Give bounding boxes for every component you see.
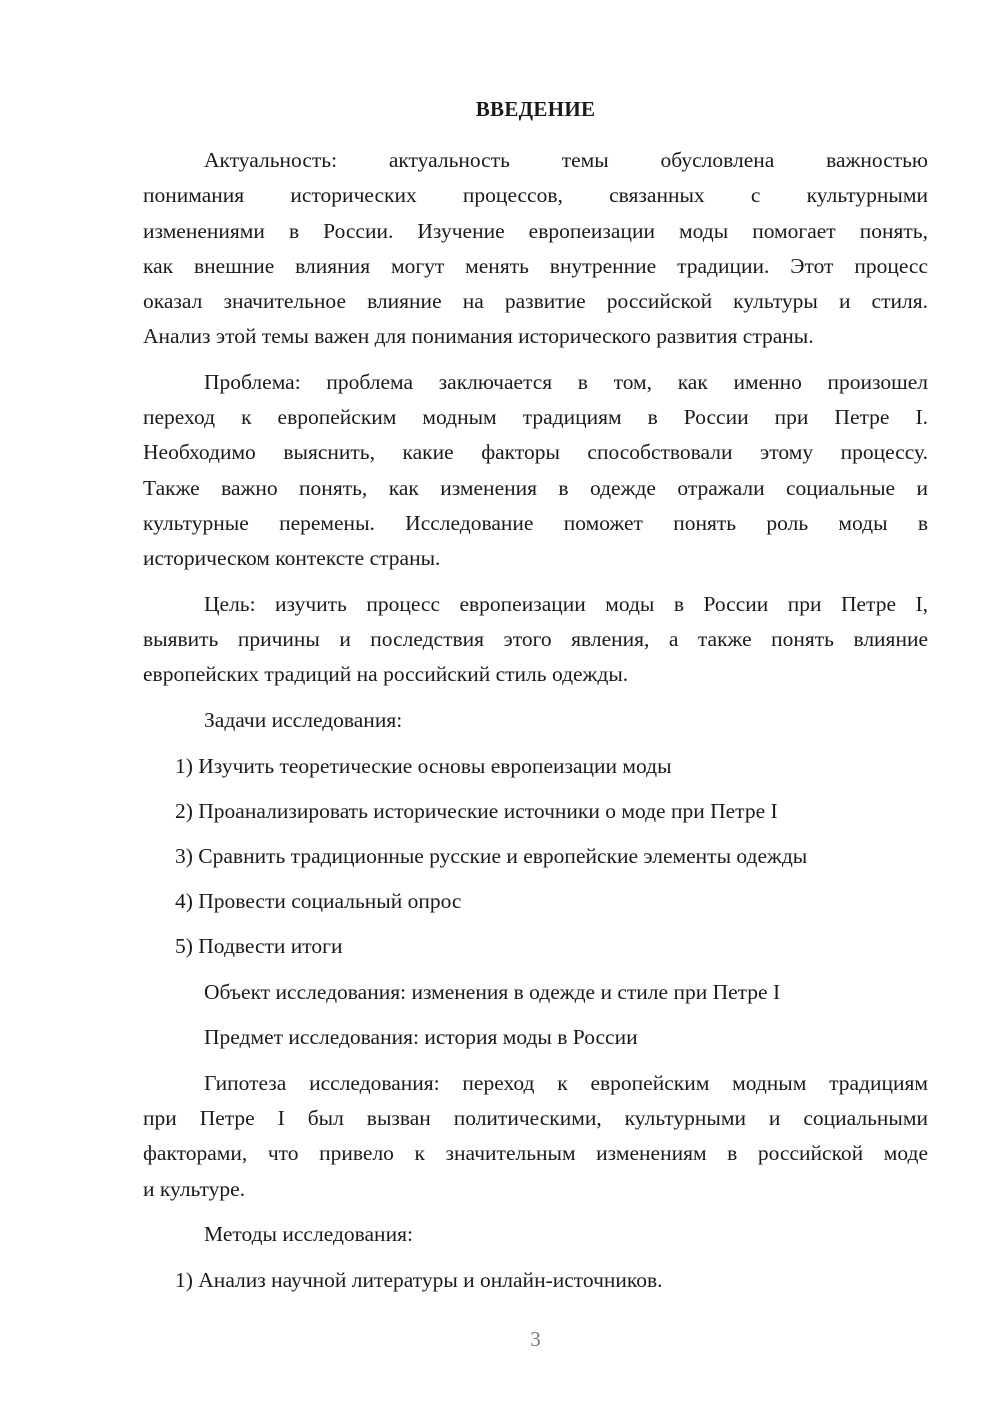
relevance-line-6: Анализ этой темы важен для понимания исторического развития страны. <box>143 324 814 348</box>
relevance-line-2: понимания исторических процессов, связанных с культурными <box>143 183 928 207</box>
document-page <box>143 0 928 1414</box>
research-object: Объект исследования: изменения в одежде и стиле при Петре I <box>204 980 781 1004</box>
relevance-line-4: как внешние влияния могут менять внутренние традиции. Этот процесс <box>143 254 928 278</box>
hypothesis-line-2: при Петре I был вызван политическими, культурными и социальными <box>143 1106 928 1130</box>
problem-line-5: культурные перемены. Исследование поможет понять роль моды в <box>143 511 928 535</box>
relevance-line-1: Актуальность: актуальность темы обусловлена важностью <box>204 148 928 172</box>
hypothesis-line-3: факторами, что привело к значительным изменениям в российской моде <box>143 1141 928 1165</box>
problem-line-4: Также важно понять, как изменения в одежде отражали социальные и <box>143 476 928 500</box>
research-subject: Предмет исследования: история моды в России <box>204 1025 638 1049</box>
task-item-5: 5) Подвести итоги <box>175 934 343 958</box>
relevance-line-3: изменениями в России. Изучение европеизации моды помогает понять, <box>143 219 928 243</box>
method-item-1: 1) Анализ научной литературы и онлайн-источников. <box>175 1268 663 1292</box>
tasks-heading: Задачи исследования: <box>204 708 403 732</box>
relevance-line-5: оказал значительное влияние на развитие российской культуры и стиля. <box>143 289 928 313</box>
task-item-2: 2) Проанализировать исторические источники о моде при Петре I <box>175 799 778 823</box>
goal-line-1: Цель: изучить процесс европеизации моды в России при Петре I, <box>204 592 928 616</box>
problem-line-6: историческом контексте страны. <box>143 546 441 570</box>
problem-line-2: переход к европейским модным традициям в России при Петре I. <box>143 405 928 429</box>
task-item-4: 4) Провести социальный опрос <box>175 889 462 913</box>
page-number: 3 <box>530 1327 541 1351</box>
goal-line-3: европейских традиций на российский стиль одежды. <box>143 662 629 686</box>
methods-heading: Методы исследования: <box>204 1222 413 1246</box>
hypothesis-line-1: Гипотеза исследования: переход к европейским модным традициям <box>204 1071 928 1095</box>
goal-line-2: выявить причины и последствия этого явления, а также понять влияние <box>143 627 928 651</box>
page-title: ВВЕДЕНИЕ <box>475 97 596 121</box>
problem-line-1: Проблема: проблема заключается в том, как именно произошел <box>204 370 928 394</box>
task-item-1: 1) Изучить теоретические основы европеизации моды <box>175 754 672 778</box>
task-item-3: 3) Сравнить традиционные русские и европейские элементы одежды <box>175 844 808 868</box>
hypothesis-line-4: и культуре. <box>143 1177 246 1201</box>
problem-line-3: Необходимо выяснить, какие факторы способствовали этому процессу. <box>143 440 928 464</box>
